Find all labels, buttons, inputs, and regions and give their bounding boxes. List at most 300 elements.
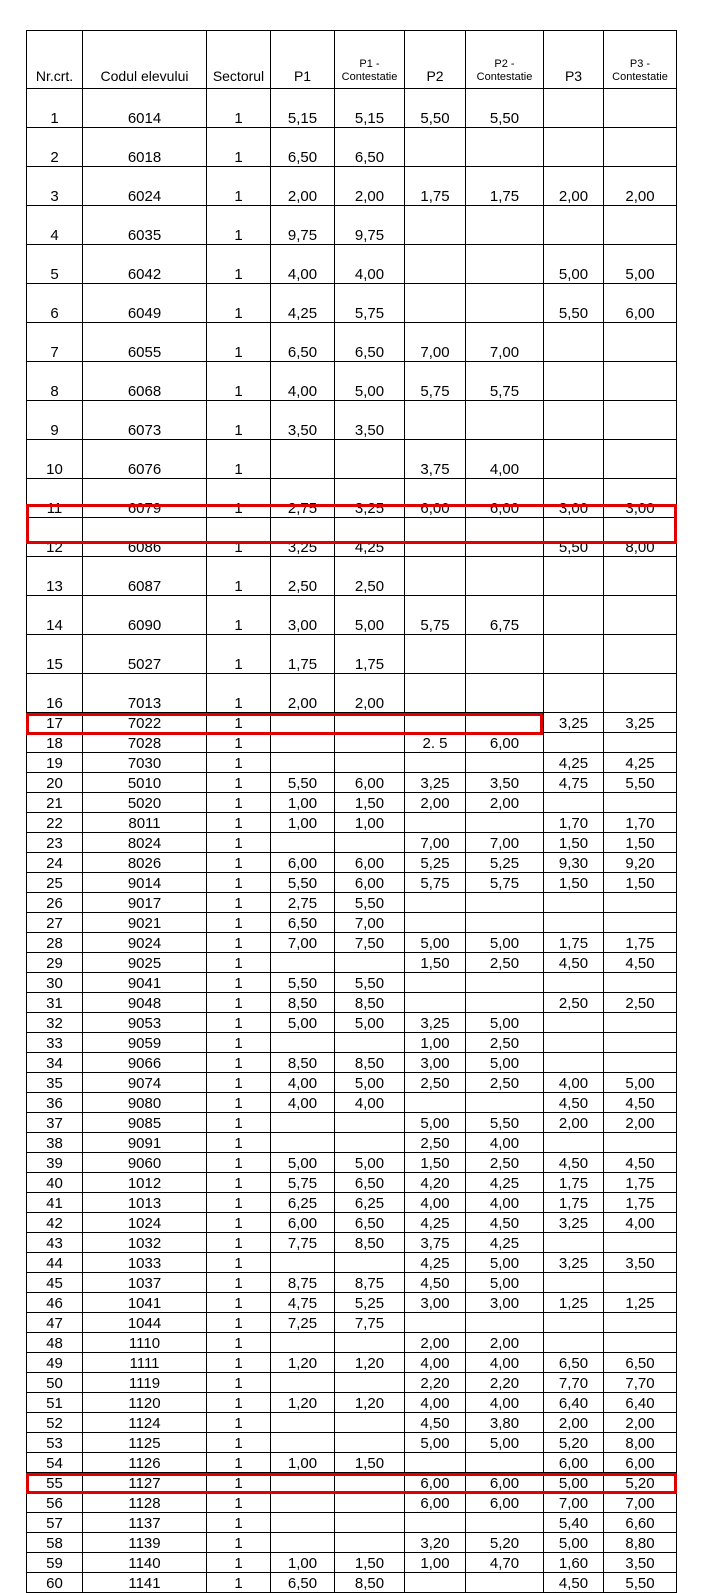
- cell-p1: 6,00: [271, 1213, 335, 1233]
- cell-p3: [544, 128, 604, 167]
- cell-nr: 16: [27, 674, 83, 713]
- cell-sector: 1: [207, 1093, 271, 1113]
- cell-nr: 53: [27, 1433, 83, 1453]
- cell-sector: 1: [207, 1073, 271, 1093]
- cell-p2: 2,20: [405, 1373, 466, 1393]
- cell-p2-contestatie: 3,00: [466, 1293, 544, 1313]
- cell-nr: 22: [27, 813, 83, 833]
- cell-sector: 1: [207, 401, 271, 440]
- header-p3-contestatie: [604, 31, 677, 89]
- cell-cod: 7028: [83, 733, 207, 753]
- cell-p1-contestatie: 5,00: [335, 362, 405, 401]
- cell-cod: 6049: [83, 284, 207, 323]
- cell-p3-contestatie: [604, 1233, 677, 1253]
- header-p1-contestatie: [335, 31, 405, 89]
- table-row: [27, 753, 677, 773]
- cell-sector: 1: [207, 128, 271, 167]
- cell-p2-contestatie: 5,00: [466, 1273, 544, 1293]
- cell-p3: 5,20: [544, 1433, 604, 1453]
- cell-p2: 5,75: [405, 873, 466, 893]
- cell-nr: 23: [27, 833, 83, 853]
- cell-sector: 1: [207, 1293, 271, 1313]
- cell-p1-contestatie: [335, 953, 405, 973]
- cell-nr: 49: [27, 1353, 83, 1373]
- cell-p2: 3,75: [405, 440, 466, 479]
- cell-sector: 1: [207, 1213, 271, 1233]
- cell-p3: [544, 1333, 604, 1353]
- header-p2c-top: P2 -: [494, 58, 515, 70]
- cell-cod: 1141: [83, 1573, 207, 1593]
- cell-p3-contestatie: [604, 89, 677, 128]
- cell-nr: 35: [27, 1073, 83, 1093]
- cell-p2-contestatie: 5,00: [466, 1253, 544, 1273]
- cell-p2: 1,00: [405, 1033, 466, 1053]
- cell-p2-contestatie: 2,00: [466, 1333, 544, 1353]
- cell-p1-contestatie: [335, 1373, 405, 1393]
- cell-p2: [405, 913, 466, 933]
- cell-p1: 8,50: [271, 1053, 335, 1073]
- cell-p3-contestatie: 4,50: [604, 1093, 677, 1113]
- cell-sector: 1: [207, 913, 271, 933]
- cell-p2-contestatie: 2,00: [466, 793, 544, 813]
- cell-p3-contestatie: [604, 206, 677, 245]
- cell-sector: 1: [207, 1333, 271, 1353]
- cell-p2: [405, 973, 466, 993]
- cell-p3-contestatie: 3,50: [604, 1553, 677, 1573]
- table-row: [27, 167, 677, 206]
- cell-nr: 10: [27, 440, 83, 479]
- cell-p1: [271, 1533, 335, 1553]
- cell-cod: 1127: [83, 1473, 207, 1493]
- cell-p1-contestatie: 5,00: [335, 1013, 405, 1033]
- cell-nr: 11: [27, 479, 83, 518]
- cell-nr: 43: [27, 1233, 83, 1253]
- cell-sector: 1: [207, 1313, 271, 1333]
- cell-p1-contestatie: [335, 1253, 405, 1273]
- cell-cod: 1024: [83, 1213, 207, 1233]
- cell-p2: 4,25: [405, 1253, 466, 1273]
- cell-p2: [405, 128, 466, 167]
- cell-sector: 1: [207, 1273, 271, 1293]
- cell-p3-contestatie: 5,50: [604, 1573, 677, 1593]
- cell-p2: 4,20: [405, 1173, 466, 1193]
- cell-p2-contestatie: 6,00: [466, 479, 544, 518]
- header-p1c-bottom: Contestatie: [341, 71, 398, 83]
- table-row: [27, 245, 677, 284]
- cell-p3-contestatie: 9,20: [604, 853, 677, 873]
- cell-p3-contestatie: 1,75: [604, 933, 677, 953]
- cell-p1-contestatie: 5,00: [335, 596, 405, 635]
- cell-cod: 9017: [83, 893, 207, 913]
- cell-sector: 1: [207, 362, 271, 401]
- cell-sector: 1: [207, 733, 271, 753]
- header-p3: P3: [544, 31, 604, 89]
- cell-sector: 1: [207, 323, 271, 362]
- cell-p3: 5,00: [544, 1533, 604, 1553]
- cell-cod: 8011: [83, 813, 207, 833]
- cell-p1: [271, 953, 335, 973]
- cell-p1-contestatie: 9,75: [335, 206, 405, 245]
- cell-p1: [271, 1033, 335, 1053]
- table-row: [27, 813, 677, 833]
- cell-nr: 25: [27, 873, 83, 893]
- table-row: [27, 1333, 677, 1353]
- cell-p3: 5,00: [544, 245, 604, 284]
- cell-p1-contestatie: 5,00: [335, 1153, 405, 1173]
- cell-p2: 3,25: [405, 773, 466, 793]
- cell-p1: [271, 733, 335, 753]
- cell-p1-contestatie: [335, 1333, 405, 1353]
- table-row: [27, 853, 677, 873]
- cell-nr: 29: [27, 953, 83, 973]
- cell-nr: 50: [27, 1373, 83, 1393]
- header-p3c-top: P3 -: [629, 58, 651, 70]
- table-row: [27, 1173, 677, 1193]
- cell-sector: 1: [207, 1233, 271, 1253]
- cell-p2: 7,00: [405, 833, 466, 853]
- cell-cod: 1110: [83, 1333, 207, 1353]
- cell-p1: 5,50: [271, 873, 335, 893]
- table-row: [27, 733, 677, 753]
- cell-sector: 1: [207, 1013, 271, 1033]
- cell-p3: [544, 1013, 604, 1033]
- cell-p3: 2,50: [544, 993, 604, 1013]
- cell-p3: 3,25: [544, 1253, 604, 1273]
- cell-sector: 1: [207, 1193, 271, 1213]
- cell-cod: 9053: [83, 1013, 207, 1033]
- cell-nr: 56: [27, 1493, 83, 1513]
- cell-p3: 1,70: [544, 813, 604, 833]
- cell-cod: 7013: [83, 674, 207, 713]
- cell-nr: 28: [27, 933, 83, 953]
- cell-cod: 9074: [83, 1073, 207, 1093]
- cell-p1: 4,00: [271, 362, 335, 401]
- cell-p3-contestatie: 3,50: [604, 1253, 677, 1273]
- cell-cod: 6018: [83, 128, 207, 167]
- cell-sector: 1: [207, 1393, 271, 1413]
- cell-sector: 1: [207, 89, 271, 128]
- table-row: [27, 893, 677, 913]
- cell-p1: 4,00: [271, 245, 335, 284]
- cell-p2-contestatie: [466, 245, 544, 284]
- cell-p3-contestatie: 4,00: [604, 1213, 677, 1233]
- cell-p3: 6,40: [544, 1393, 604, 1413]
- cell-cod: 1041: [83, 1293, 207, 1313]
- cell-p2: 3,00: [405, 1053, 466, 1073]
- cell-nr: 38: [27, 1133, 83, 1153]
- cell-p2-contestatie: 4,25: [466, 1233, 544, 1253]
- cell-p1-contestatie: 6,00: [335, 853, 405, 873]
- cell-p1-contestatie: 6,50: [335, 323, 405, 362]
- cell-p2: 4,50: [405, 1273, 466, 1293]
- cell-p3-contestatie: 4,25: [604, 753, 677, 773]
- table-row: [27, 1013, 677, 1033]
- cell-p2: 4,25: [405, 1213, 466, 1233]
- cell-sector: 1: [207, 1173, 271, 1193]
- cell-p1-contestatie: [335, 713, 405, 733]
- table-row: [27, 1553, 677, 1573]
- cell-p3: 5,40: [544, 1513, 604, 1533]
- cell-nr: 21: [27, 793, 83, 813]
- cell-nr: 40: [27, 1173, 83, 1193]
- cell-cod: 9025: [83, 953, 207, 973]
- cell-p1: 4,75: [271, 1293, 335, 1313]
- cell-p2-contestatie: 6,00: [466, 733, 544, 753]
- cell-p2-contestatie: 2,50: [466, 953, 544, 973]
- header-p1: P1: [271, 31, 335, 89]
- cell-cod: 6087: [83, 557, 207, 596]
- cell-p1: 7,75: [271, 1233, 335, 1253]
- cell-p2: 7,00: [405, 323, 466, 362]
- table-row: [27, 993, 677, 1013]
- cell-sector: 1: [207, 893, 271, 913]
- cell-p1-contestatie: 1,20: [335, 1393, 405, 1413]
- cell-p1-contestatie: 7,50: [335, 933, 405, 953]
- cell-p1: [271, 1333, 335, 1353]
- cell-nr: 24: [27, 853, 83, 873]
- cell-p1-contestatie: 5,50: [335, 973, 405, 993]
- cell-p3-contestatie: 3,00: [604, 479, 677, 518]
- cell-p3-contestatie: [604, 973, 677, 993]
- cell-p1-contestatie: 4,25: [335, 518, 405, 557]
- cell-p2: 6,00: [405, 479, 466, 518]
- cell-nr: 44: [27, 1253, 83, 1273]
- cell-nr: 7: [27, 323, 83, 362]
- cell-p3-contestatie: 1,50: [604, 833, 677, 853]
- cell-p3: 1,75: [544, 1173, 604, 1193]
- cell-sector: 1: [207, 973, 271, 993]
- cell-p3: 1,50: [544, 833, 604, 853]
- cell-cod: 9048: [83, 993, 207, 1013]
- cell-p3: 1,75: [544, 933, 604, 953]
- table-row: [27, 1253, 677, 1273]
- cell-p2-contestatie: [466, 128, 544, 167]
- cell-p2: [405, 753, 466, 773]
- cell-p3-contestatie: 6,60: [604, 1513, 677, 1533]
- cell-p2: [405, 1573, 466, 1593]
- cell-p3-contestatie: 2,00: [604, 167, 677, 206]
- cell-p1: [271, 1433, 335, 1453]
- cell-p1-contestatie: 3,25: [335, 479, 405, 518]
- table-row: [27, 1353, 677, 1373]
- cell-p2: 1,50: [405, 1153, 466, 1173]
- cell-p3: [544, 1033, 604, 1053]
- cell-p2-contestatie: 4,00: [466, 440, 544, 479]
- table-row: [27, 933, 677, 953]
- cell-cod: 6068: [83, 362, 207, 401]
- cell-cod: 9060: [83, 1153, 207, 1173]
- cell-cod: 1012: [83, 1173, 207, 1193]
- cell-nr: 54: [27, 1453, 83, 1473]
- table-row: [27, 1513, 677, 1533]
- cell-p3: 7,70: [544, 1373, 604, 1393]
- cell-p2-contestatie: [466, 284, 544, 323]
- cell-p3: 3,25: [544, 1213, 604, 1233]
- cell-p3-contestatie: 2,00: [604, 1413, 677, 1433]
- cell-p3: 4,00: [544, 1073, 604, 1093]
- cell-cod: 9066: [83, 1053, 207, 1073]
- cell-p2: [405, 1313, 466, 1333]
- cell-p1-contestatie: [335, 833, 405, 853]
- cell-p2-contestatie: 5,20: [466, 1533, 544, 1553]
- cell-p2-contestatie: 4,50: [466, 1213, 544, 1233]
- cell-p3-contestatie: [604, 1273, 677, 1293]
- cell-p2-contestatie: [466, 1573, 544, 1593]
- cell-cod: 1126: [83, 1453, 207, 1473]
- cell-nr: 8: [27, 362, 83, 401]
- table-row: [27, 1393, 677, 1413]
- cell-p2-contestatie: [466, 1093, 544, 1113]
- cell-p3-contestatie: [604, 793, 677, 813]
- cell-sector: 1: [207, 933, 271, 953]
- cell-p2: 5,75: [405, 362, 466, 401]
- cell-p1: 4,00: [271, 1073, 335, 1093]
- cell-p1: 2,00: [271, 167, 335, 206]
- cell-sector: 1: [207, 793, 271, 813]
- cell-p1: 1,00: [271, 793, 335, 813]
- cell-nr: 57: [27, 1513, 83, 1533]
- cell-sector: 1: [207, 953, 271, 973]
- cell-p1-contestatie: 8,50: [335, 1573, 405, 1593]
- cell-p2-contestatie: 1,75: [466, 167, 544, 206]
- cell-p2-contestatie: 2,50: [466, 1073, 544, 1093]
- cell-p2: 2,50: [405, 1133, 466, 1153]
- cell-p1-contestatie: 8,50: [335, 1233, 405, 1253]
- cell-p3: 4,50: [544, 1093, 604, 1113]
- cell-sector: 1: [207, 753, 271, 773]
- cell-cod: 7030: [83, 753, 207, 773]
- cell-p3: 6,00: [544, 1453, 604, 1473]
- cell-p3: [544, 793, 604, 813]
- cell-sector: 1: [207, 518, 271, 557]
- table-row: [27, 479, 677, 518]
- cell-p2-contestatie: 7,00: [466, 323, 544, 362]
- cell-nr: 36: [27, 1093, 83, 1113]
- cell-p3-contestatie: 7,70: [604, 1373, 677, 1393]
- table-row: [27, 1213, 677, 1233]
- cell-p2-contestatie: 5,00: [466, 1053, 544, 1073]
- cell-p3: 1,60: [544, 1553, 604, 1573]
- cell-p1: 4,25: [271, 284, 335, 323]
- cell-p1-contestatie: 5,50: [335, 893, 405, 913]
- cell-nr: 6: [27, 284, 83, 323]
- cell-p1-contestatie: 8,50: [335, 993, 405, 1013]
- cell-cod: 1119: [83, 1373, 207, 1393]
- cell-p2: 5,50: [405, 89, 466, 128]
- cell-p3: 2,00: [544, 1113, 604, 1133]
- table-row: [27, 1033, 677, 1053]
- cell-p1: [271, 1373, 335, 1393]
- table-row: [27, 518, 677, 557]
- cell-p3-contestatie: 5,00: [604, 245, 677, 284]
- cell-p1: 5,50: [271, 773, 335, 793]
- cell-p2: 4,00: [405, 1353, 466, 1373]
- cell-p3-contestatie: 8,80: [604, 1533, 677, 1553]
- cell-p1-contestatie: 6,50: [335, 1213, 405, 1233]
- cell-p2-contestatie: [466, 1453, 544, 1473]
- header-p2-contestatie: [466, 31, 544, 89]
- table-row: [27, 1473, 677, 1493]
- cell-p3: 1,75: [544, 1193, 604, 1213]
- cell-nr: 18: [27, 733, 83, 753]
- cell-sector: 1: [207, 1253, 271, 1273]
- cell-p1: [271, 1493, 335, 1513]
- cell-nr: 37: [27, 1113, 83, 1133]
- cell-sector: 1: [207, 1153, 271, 1173]
- cell-sector: 1: [207, 713, 271, 733]
- cell-p2: [405, 518, 466, 557]
- cell-nr: 2: [27, 128, 83, 167]
- cell-p3-contestatie: 3,25: [604, 713, 677, 733]
- cell-p3-contestatie: 1,75: [604, 1173, 677, 1193]
- cell-sector: 1: [207, 1053, 271, 1073]
- table-row: [27, 773, 677, 793]
- cell-p3: 4,50: [544, 953, 604, 973]
- cell-p1: 7,00: [271, 933, 335, 953]
- cell-p2-contestatie: 4,00: [466, 1193, 544, 1213]
- cell-p1-contestatie: 6,00: [335, 773, 405, 793]
- table-row: [27, 1493, 677, 1513]
- cell-p2-contestatie: 4,25: [466, 1173, 544, 1193]
- cell-p1: 1,00: [271, 1553, 335, 1573]
- cell-sector: 1: [207, 853, 271, 873]
- cell-p1-contestatie: [335, 1113, 405, 1133]
- cell-p3: [544, 733, 604, 753]
- cell-p1-contestatie: 1,75: [335, 635, 405, 674]
- cell-p2: 3,75: [405, 1233, 466, 1253]
- cell-p1-contestatie: 7,75: [335, 1313, 405, 1333]
- header-p3c-bottom: Contestatie: [612, 71, 668, 83]
- cell-cod: 9014: [83, 873, 207, 893]
- cell-sector: 1: [207, 773, 271, 793]
- cell-p2-contestatie: 6,00: [466, 1473, 544, 1493]
- cell-p1: 6,25: [271, 1193, 335, 1213]
- cell-sector: 1: [207, 1573, 271, 1593]
- cell-cod: 1128: [83, 1493, 207, 1513]
- cell-p3-contestatie: [604, 893, 677, 913]
- table-row: [27, 284, 677, 323]
- header-sector: Sectorul: [207, 31, 271, 89]
- cell-p2: [405, 635, 466, 674]
- cell-p1: 1,00: [271, 1453, 335, 1473]
- cell-cod: 1120: [83, 1393, 207, 1413]
- cell-sector: 1: [207, 245, 271, 284]
- cell-p2-contestatie: [466, 713, 544, 733]
- cell-p1: [271, 1413, 335, 1433]
- table-row: [27, 1273, 677, 1293]
- cell-p3-contestatie: [604, 401, 677, 440]
- cell-p1: 3,00: [271, 596, 335, 635]
- cell-p1-contestatie: 2,00: [335, 674, 405, 713]
- cell-p3: [544, 1313, 604, 1333]
- cell-p3: [544, 89, 604, 128]
- header-row: [27, 31, 677, 89]
- cell-p3: 5,50: [544, 284, 604, 323]
- cell-sector: 1: [207, 1113, 271, 1133]
- cell-p1: 5,15: [271, 89, 335, 128]
- cell-p1: 1,75: [271, 635, 335, 674]
- cell-sector: 1: [207, 873, 271, 893]
- cell-p2: [405, 1513, 466, 1533]
- cell-sector: 1: [207, 635, 271, 674]
- cell-p2: 4,00: [405, 1393, 466, 1413]
- cell-cod: 5027: [83, 635, 207, 674]
- cell-p2-contestatie: [466, 813, 544, 833]
- cell-cod: 6073: [83, 401, 207, 440]
- cell-cod: 9080: [83, 1093, 207, 1113]
- cell-p1-contestatie: [335, 1413, 405, 1433]
- cell-p2-contestatie: 6,75: [466, 596, 544, 635]
